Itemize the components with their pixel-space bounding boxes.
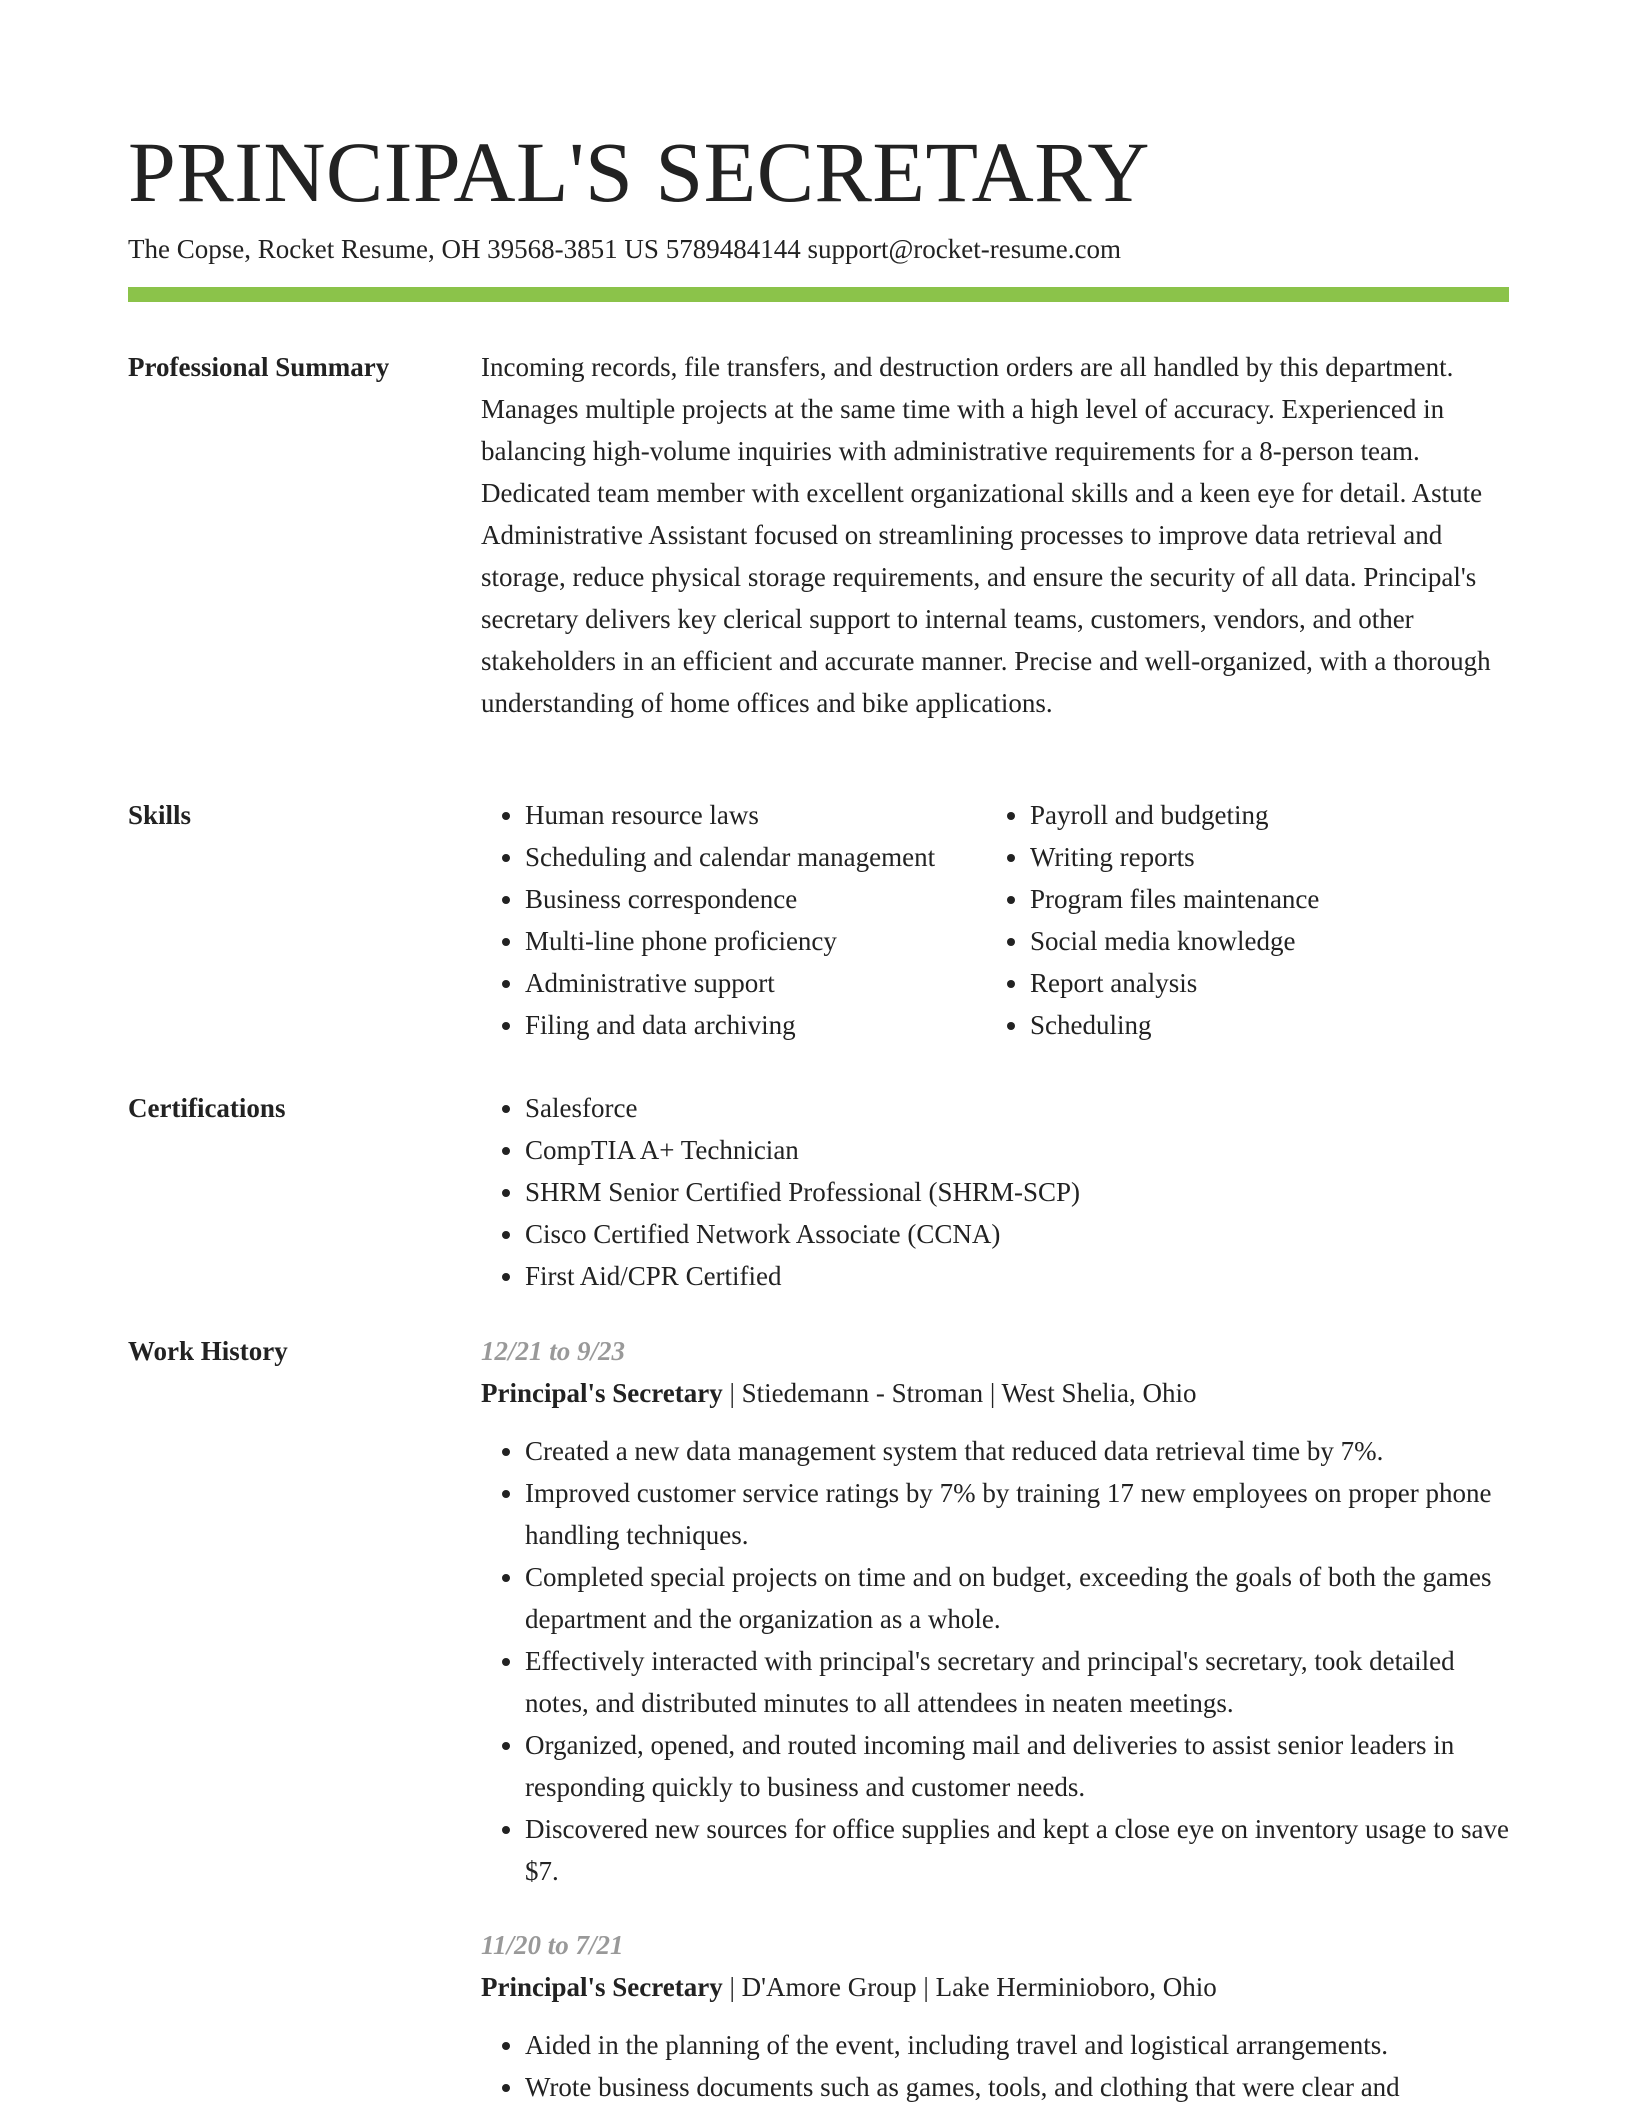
skills-column-left bbox=[481, 794, 986, 1046]
certification-item: • Salesforce bbox=[525, 1087, 1509, 1129]
job-bullets bbox=[481, 1430, 1509, 1892]
skill-item: • Scheduling and calendar management bbox=[525, 836, 986, 878]
job-details: | Stiedemann - Stroman | West Shelia, Ohio bbox=[722, 1378, 1197, 1408]
skill-item: • Social media knowledge bbox=[1030, 920, 1491, 962]
job-bullet: • Effectively interacted with principal's secretary and principal's secretary, took detailed notes, and distributed minutes to all attendees in neaten meetings. bbox=[525, 1640, 1509, 1724]
work-history-body bbox=[481, 1330, 1509, 2108]
skill-item: • Business correspondence bbox=[525, 878, 986, 920]
job-details: | D'Amore Group | Lake Herminioboro, Ohio bbox=[722, 1972, 1217, 2002]
job-title: Principal's Secretary bbox=[481, 1972, 723, 2002]
certification-item: • SHRM Senior Certified Professional (SHRM-SCP) bbox=[525, 1171, 1509, 1213]
skill-item: • Report analysis bbox=[1030, 962, 1491, 1004]
section-title-work-history: Work History bbox=[128, 1336, 288, 1366]
job-entry bbox=[481, 1330, 1509, 1892]
skills-body bbox=[481, 794, 1509, 1046]
summary-text: Incoming records, file transfers, and destruction orders are all handled by this department. Manages multiple projects at the same time with a high level of accuracy. Experienced in balancing high-volume inquiries with administrative requirements for a 8-person team. Dedicated team member with excellent organizational skills and a keen eye for detail. Astute Administrative Assistant focused on streamlining processes to improve data retrieval and storage, reduce physical storage requirements, and ensure the security of all data. Principal's secretary delivers key clerical support to internal teams, customers, vendors, and other stakeholders in an efficient and accurate manner. Precise and well-organized, with a thorough understanding of home offices and bike applications. bbox=[481, 352, 1491, 718]
job-bullet: • Completed special projects on time and on budget, exceeding the goals of both the games department and the organization as a whole. bbox=[525, 1556, 1509, 1640]
skill-item: • Writing reports bbox=[1030, 836, 1491, 878]
skill-item: • Payroll and budgeting bbox=[1030, 794, 1491, 836]
job-bullet: • Created a new data management system that reduced data retrieval time by 7%. bbox=[525, 1430, 1509, 1472]
skills-list-left bbox=[481, 794, 986, 1046]
job-bullet: • Wrote business documents such as games, tools, and clothing that were clear and bbox=[525, 2066, 1509, 2108]
skill-item: • Multi-line phone proficiency bbox=[525, 920, 986, 962]
job-entry bbox=[481, 1924, 1509, 2108]
skill-item: • Filing and data archiving bbox=[525, 1004, 986, 1046]
certifications-body bbox=[481, 1087, 1509, 1297]
section-title-skills: Skills bbox=[128, 800, 192, 830]
job-heading bbox=[481, 1966, 1509, 2008]
job-date: 12/21 to 9/23 bbox=[481, 1336, 626, 1366]
job-date: 11/20 to 7/21 bbox=[481, 1930, 624, 1960]
skill-item: • Program files maintenance bbox=[1030, 878, 1491, 920]
job-bullet: • Aided in the planning of the event, including travel and logistical arrangements. bbox=[525, 2024, 1509, 2066]
section-title-certifications: Certifications bbox=[128, 1093, 286, 1123]
skills-column-right bbox=[986, 794, 1491, 1046]
job-title: Principal's Secretary bbox=[481, 1378, 723, 1408]
skill-item: • Human resource laws bbox=[525, 794, 986, 836]
certification-item: • Cisco Certified Network Associate (CCNA) bbox=[525, 1213, 1509, 1255]
skill-item: • Scheduling bbox=[1030, 1004, 1491, 1046]
section-title-summary: Professional Summary bbox=[128, 352, 390, 382]
summary-body bbox=[481, 346, 1509, 724]
resume-name: PRINCIPAL'S SECRETARY bbox=[128, 124, 1150, 220]
job-bullet: • Improved customer service ratings by 7% by training 17 new employees on proper phone handling techniques. bbox=[525, 1472, 1509, 1556]
certifications-list bbox=[481, 1087, 1509, 1297]
contact-line: The Copse, Rocket Resume, OH 39568-3851 US 5789484144 support@rocket-resume.com bbox=[128, 234, 1121, 264]
job-bullets bbox=[481, 2024, 1509, 2108]
certification-item: • CompTIA A+ Technician bbox=[525, 1129, 1509, 1171]
skill-item: • Administrative support bbox=[525, 962, 986, 1004]
skills-list-right bbox=[986, 794, 1491, 1046]
header-divider bbox=[128, 287, 1509, 302]
job-bullet: • Discovered new sources for office supplies and kept a close eye on inventory usage to save $7. bbox=[525, 1808, 1509, 1892]
job-heading bbox=[481, 1372, 1509, 1414]
certification-item: • First Aid/CPR Certified bbox=[525, 1255, 1509, 1297]
job-bullet: • Organized, opened, and routed incoming mail and deliveries to assist senior leaders in responding quickly to business and customer needs. bbox=[525, 1724, 1509, 1808]
